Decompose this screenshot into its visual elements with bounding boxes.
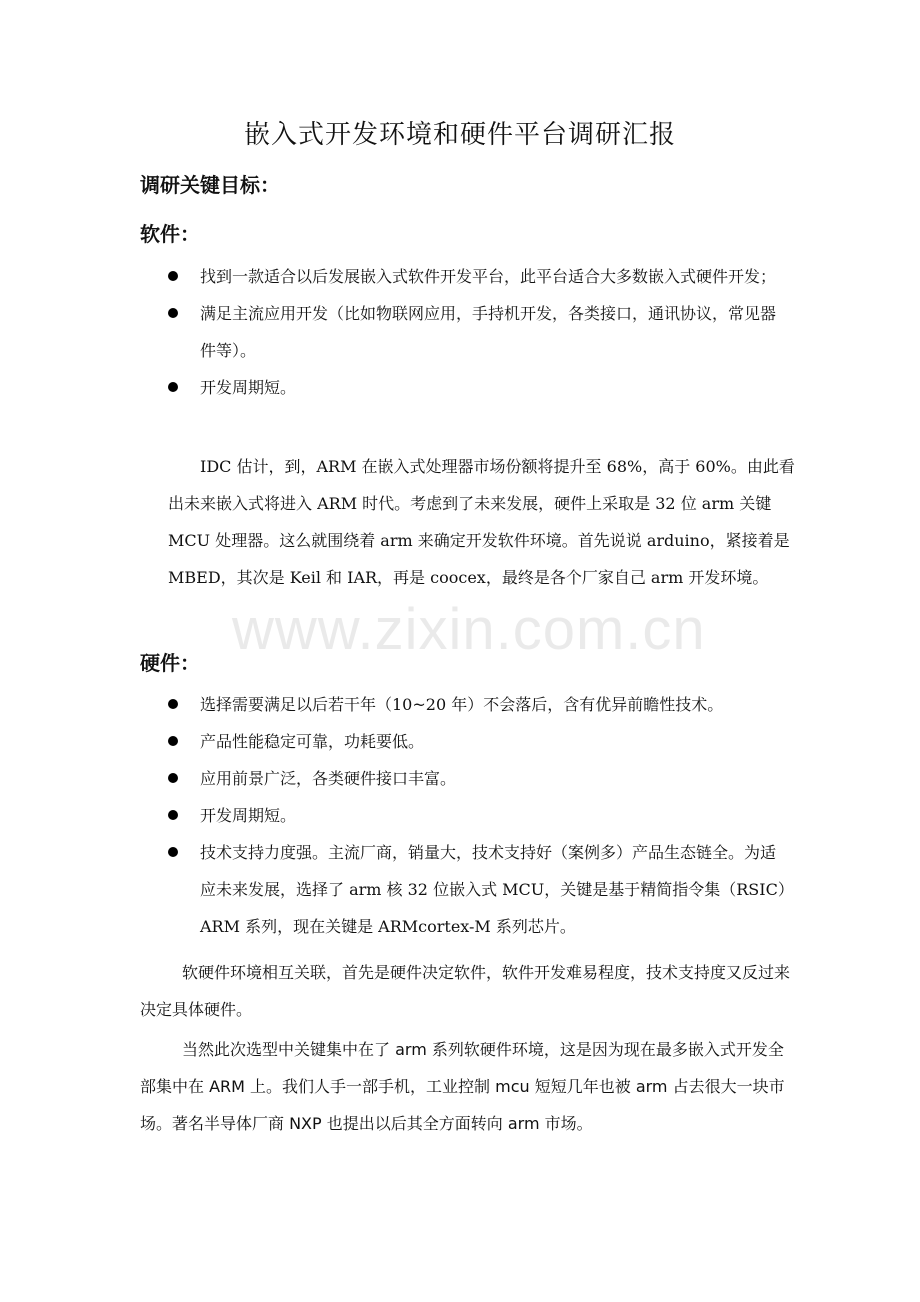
software-item-1: 找到一款适合以后发展嵌入式软件开发平台，此平台适合大多数嵌入式硬件开发； xyxy=(200,267,777,286)
hardware-item-1: 选择需要满足以后若干年（10~20 年）不会落后，含有优异前瞻性技术。 xyxy=(200,695,724,714)
hardware-bullet-list xyxy=(0,686,920,945)
list-item xyxy=(0,295,790,369)
closing-paragraph-1: 软硬件环境相互关联，首先是硬件决定软件，软件开发难易程度，技术支持度又反过来决定具体硬件。 xyxy=(140,963,791,1019)
bullet-icon xyxy=(168,271,178,281)
bullet-icon xyxy=(168,847,178,857)
bullet-icon xyxy=(168,308,178,318)
hardware-item-4: 开发周期短。 xyxy=(200,806,297,825)
list-item xyxy=(0,723,790,760)
bullet-icon xyxy=(168,773,178,783)
document-title: 嵌入式开发环境和硬件平台调研汇报 xyxy=(243,120,676,150)
closing-paragraph-2: 当然此次选型中关键集中在了 arm 系列软硬件环境，这是因为现在最多嵌入式开发全部集中在 ARM 上。我们人手一部手机，工业控制 mcu 短短几年也被 arm 占去很大一块市场。著名半导体厂商 NXP 也提出以后其全方面转向 arm 市场。 xyxy=(140,1040,785,1133)
software-heading: 软件： xyxy=(140,222,200,246)
software-item-3: 开发周期短。 xyxy=(200,378,297,397)
list-item xyxy=(0,369,790,406)
software-paragraph: IDC 估计，到，ARM 在嵌入式处理器市场份额将提升至 68%，高于 60%。由此看出未来嵌入式将进入 ARM 时代。考虑到了未来发展，硬件上采取是 32 位 arm 关键 MCU 处理器。这么就围绕着 arm 来确定开发软件环境。首先说说 arduino，紧接着是 MBED，其次是 Keil 和 IAR，再是 coocex，最终是各个厂家自己 arm 开发环境。 xyxy=(168,457,795,587)
list-item xyxy=(0,686,790,723)
bullet-icon xyxy=(168,382,178,392)
bullet-icon xyxy=(168,699,178,709)
hardware-item-3: 应用前景广泛，各类硬件接口丰富。 xyxy=(200,769,457,788)
list-item xyxy=(0,834,790,945)
software-bullet-list xyxy=(0,258,920,406)
hardware-item-2: 产品性能稳定可靠，功耗要低。 xyxy=(200,732,425,751)
bullet-icon xyxy=(168,736,178,746)
bullet-icon xyxy=(168,810,178,820)
watermark-text: www.zixin.com.cn xyxy=(232,597,706,662)
list-item xyxy=(0,797,790,834)
hardware-heading: 硬件： xyxy=(140,651,200,675)
hardware-item-5: 技术支持力度强。主流厂商，销量大，技术支持好（案例多）产品生态链全。为适应未来发展，选择了 arm 核 32 位嵌入式 MCU，关键是基于精简指令集（RSIC）ARM 系列，现在关键是 ARMcortex-M 系列芯片。 xyxy=(200,843,786,936)
list-item xyxy=(0,760,790,797)
software-item-2: 满足主流应用开发（比如物联网应用，手持机开发，各类接口，通讯协议，常见器件等）。 xyxy=(200,304,777,360)
goal-heading: 调研关键目标： xyxy=(140,173,280,197)
list-item xyxy=(0,258,790,295)
